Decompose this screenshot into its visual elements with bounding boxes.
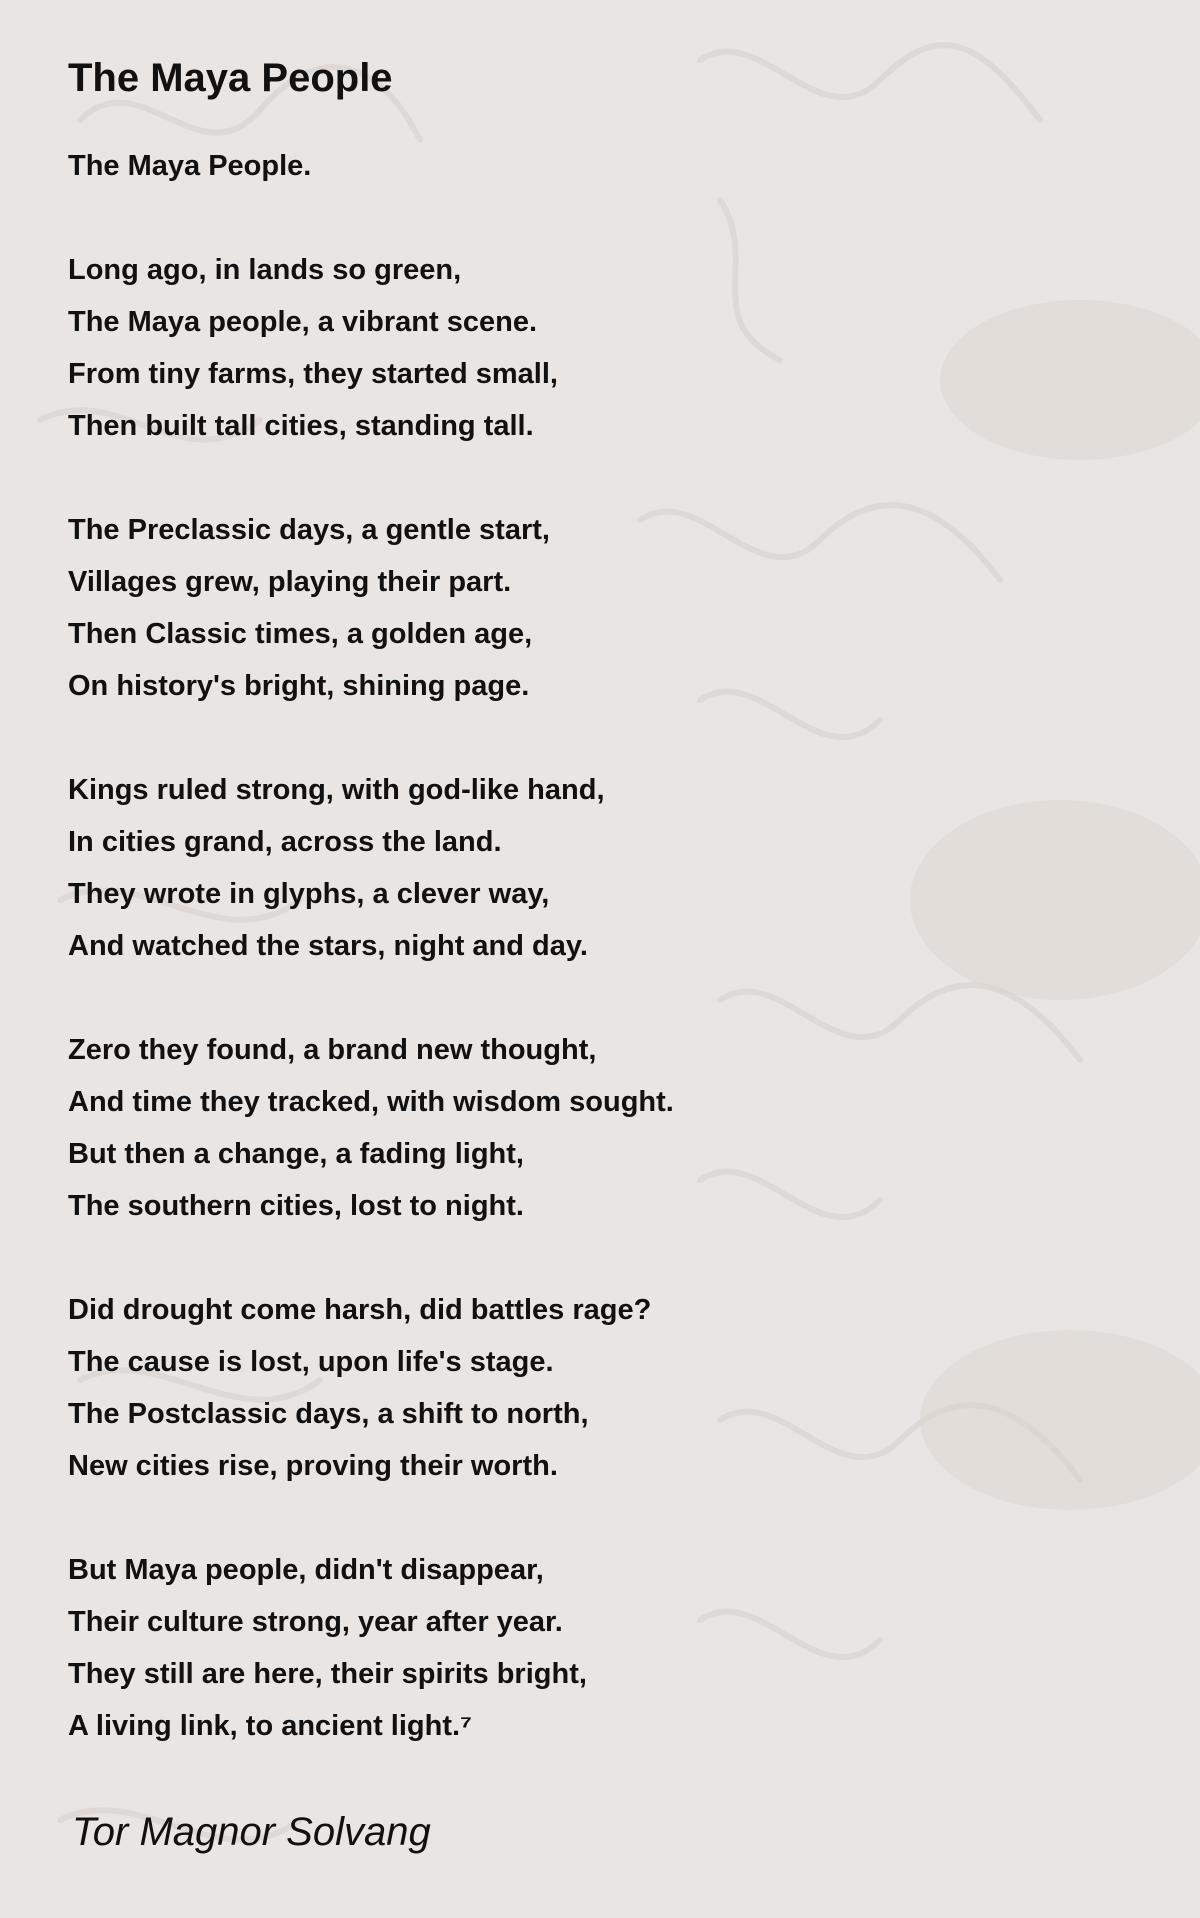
poem-line: But then a change, a fading light, [68, 1138, 524, 1170]
poem-title: The Maya People [68, 56, 393, 100]
poem-body [68, 140, 1148, 1752]
poem-line: They still are here, their spirits bright, [68, 1658, 587, 1690]
poem-line: And watched the stars, night and day. [68, 930, 588, 962]
poem-line: From tiny farms, they started small, [68, 358, 558, 390]
poem-line: Villages grew, playing their part. [68, 566, 512, 598]
poem-line: In cities grand, across the land. [68, 826, 502, 858]
poem-line: The Preclassic days, a gentle start, [68, 514, 550, 546]
poem-line: The Postclassic days, a shift to north, [68, 1398, 589, 1430]
poem-line: The southern cities, lost to night. [68, 1190, 524, 1222]
stanza-break [68, 972, 1148, 1024]
poem-line: Kings ruled strong, with god-like hand, [68, 774, 605, 806]
poem-line: Long ago, in lands so green, [68, 254, 462, 286]
stanza-break [68, 1492, 1148, 1544]
poem-line: The cause is lost, upon life's stage. [68, 1346, 554, 1378]
poem-line: Did drought come harsh, did battles rage? [68, 1294, 652, 1326]
poem-line: Then built tall cities, standing tall. [68, 410, 534, 442]
stanza-break [68, 452, 1148, 504]
poem-line: A living link, to ancient light.⁷ [68, 1710, 473, 1742]
poem-line: On history's bright, shining page. [68, 670, 530, 702]
poem-author: Tor Magnor Solvang [72, 1810, 431, 1854]
stanza-break [68, 712, 1148, 764]
poem-line: Zero they found, a brand new thought, [68, 1034, 597, 1066]
poem-line: The Maya People. [68, 150, 312, 182]
stanza-break [68, 192, 1148, 244]
poem-line: But Maya people, didn't disappear, [68, 1554, 544, 1586]
poem-line: Then Classic times, a golden age, [68, 618, 533, 650]
poem-container [68, 48, 1148, 1862]
poem-line: Their culture strong, year after year. [68, 1606, 563, 1638]
poem-line: And time they tracked, with wisdom sought. [68, 1086, 674, 1118]
poem-line: New cities rise, proving their worth. [68, 1450, 558, 1482]
stanza-break [68, 1232, 1148, 1284]
poem-line: The Maya people, a vibrant scene. [68, 306, 537, 338]
poem-line: They wrote in glyphs, a clever way, [68, 878, 550, 910]
